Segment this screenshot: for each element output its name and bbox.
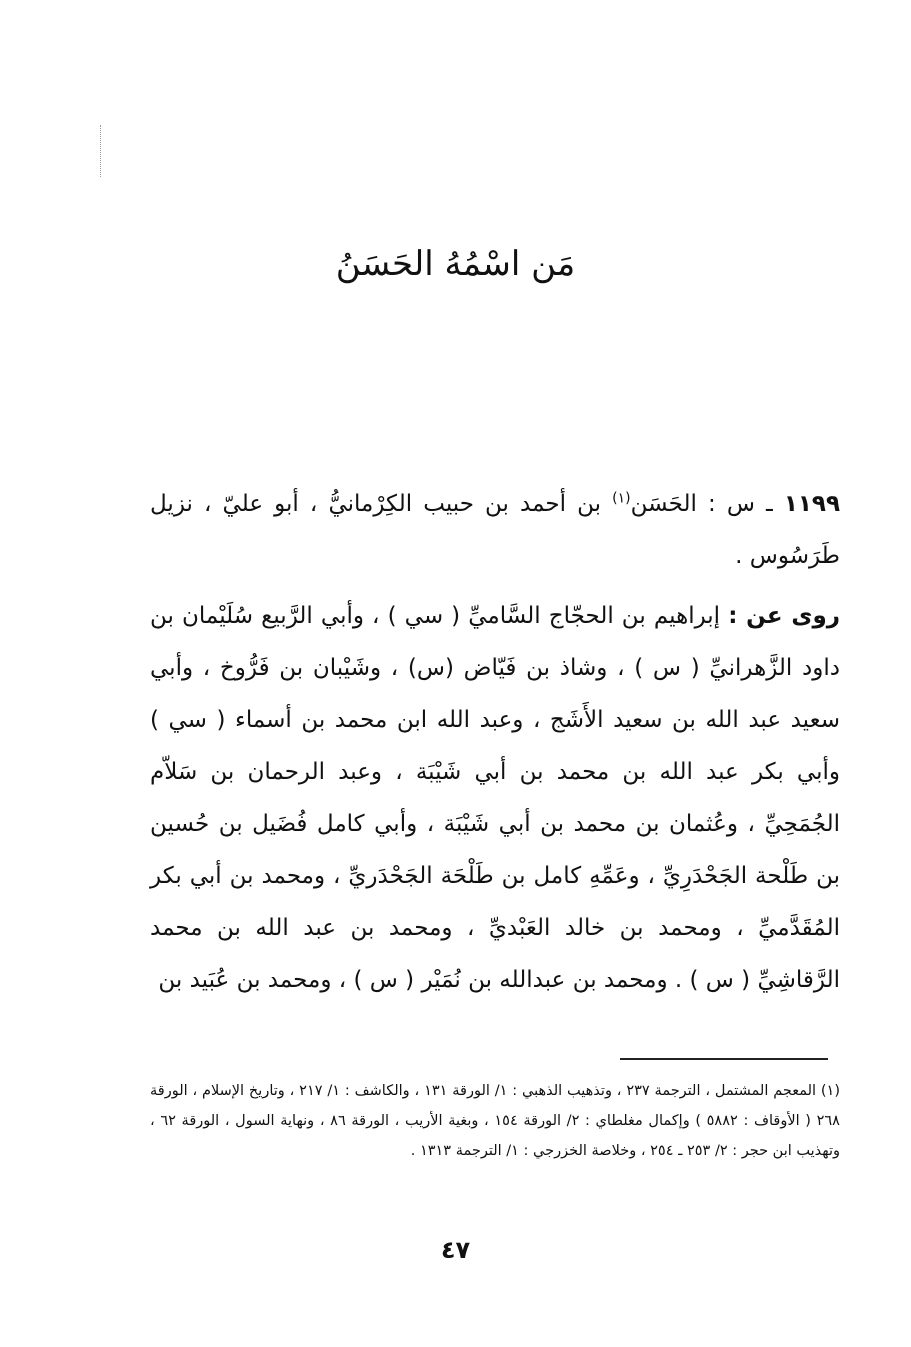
narrated-from-text: إبراهيم بن الحجّاج السَّاميِّ ( سي ) ، وأبي الرَّبيع سُلَيْمان بن داود الزَّهرانيِّ ( س ) ، وشاذ بن فَيّاض (س) ، وشَيْبان بن فَرُّوخ ، وأبي سعيد عبد الله بن سعيد الأَشَج ، وعبد الله ابن محمد بن أسماء ( سي ) وأبي بكر عبد الله بن محمد بن أبي شَيْبَة ، وعبد الرحمان بن سَلاّم الجُمَحِيِّ ، وعُثمان بن محمد بن أبي شَيْبَة ، وأبي كامل فُضَيل بن حُسين بن طَلْحة الجَحْدَرِيِّ ، وعَمِّهِ كامل بن طَلْحَة الجَحْدَريِّ ، ومحمد بن أبي بكر المُقَدَّميِّ ، ومحمد بن خالد العَبْديِّ ، ومحمد بن عبد الله بن محمد الرَّقاشِيِّ ( س ) . ومحمد بن عبدالله بن نُمَيْر ( س ) ، ومحمد بن عُبَيد بن [150, 603, 840, 993]
main-text [150, 478, 840, 1006]
entry-header-start: ـ س : الحَسَن [630, 491, 773, 517]
narrated-from-label: روى عن : [728, 603, 840, 629]
entry-header-rest: بن أحمد بن حبيب الكِرْمانيُّ ، أبو عليّ ، نزيل طَرَسُوس . [150, 491, 840, 569]
page-number: ٤٧ [440, 1236, 471, 1264]
chapter-title: مَن اسْمُهُ الحَسَنُ [335, 244, 576, 284]
narrated-from-paragraph [150, 590, 840, 1006]
footnote-separator [620, 1058, 828, 1060]
entry-header-paragraph [150, 478, 840, 582]
scan-edge-mark [100, 125, 101, 177]
footnote-text: (١) المعجم المشتمل ، الترجمة ٢٣٧ ، وتذهيب الذهبي : ١/ الورقة ١٣١ ، والكاشف : ١/ ٢١٧ ، وتاريخ الإسلام ، الورقة ٢٦٨ ( الأوقاف : ٥٨٨٢ ) وإكمال مغلطاي : ٢/ الورقة ١٥٤ ، وبغية الأريب ، الورقة ٨٦ ، ونهاية السول ، الورقة ٦٢ ، وتهذيب ابن حجر : ٢/ ٢٥٣ ـ ٢٥٤ ، وخلاصة الخزرجي : ١/ الترجمة ١٣١٣ . [150, 1083, 841, 1159]
entry-number: ١١٩٩ [783, 491, 840, 517]
footnote-reference[interactable]: (١) [612, 490, 631, 507]
